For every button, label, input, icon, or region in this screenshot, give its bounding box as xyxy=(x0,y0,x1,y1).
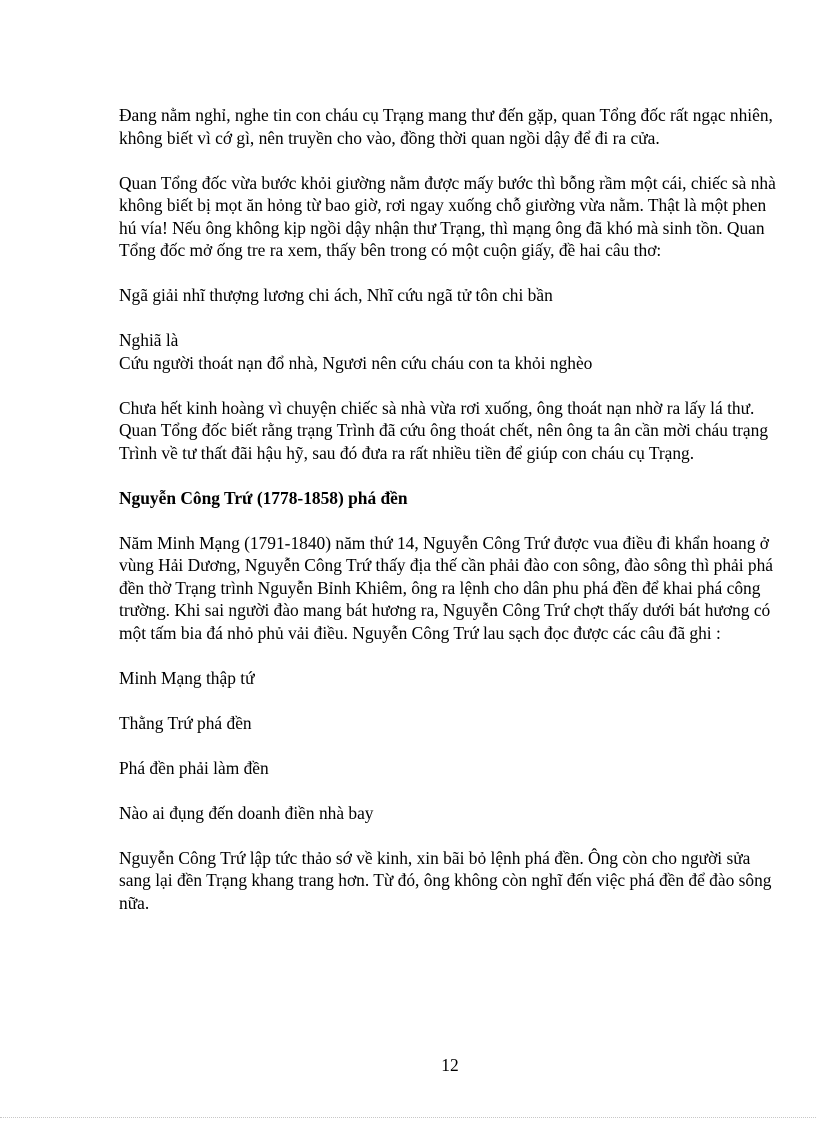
paragraph-beam-falls: Quan Tổng đốc vừa bước khỏi giường nằm được mấy bước thì bỗng rầm một cái, chiếc sà nhà không biết bị mọt ăn hỏng từ bao giờ, rơi ngay xuống chỗ giường vừa nằm. Thật là một phen hú vía! Nếu ông không kịp ngồi dậy nhận thư Trạng, thì mạng ông đã khó mà sinh tồn. Quan Tổng đốc mở ống tre ra xem, thấy bên trong có một cuộn giấy, đề hai câu thơ: xyxy=(119,172,776,260)
poem-translation-line: Cứu người thoát nạn đổ nhà, Ngươi nên cứu cháu con ta khỏi nghèo xyxy=(119,352,593,373)
paragraph-minh-mang: Năm Minh Mạng (1791-1840) năm thứ 14, Nguyễn Công Trứ được vua điều đi khẩn hoang ở vùng Hải Dương, Nguyễn Công Trứ thấy địa thế cần phải đào con sông, đào sông thì phải phá đền thờ Trạng trình Nguyễn Bỉnh Khiêm, ông ra lệnh cho dân phu phá đền để khai phá công trường. Khi sai người đào mang bát hương ra, Nguyễn Công Trứ chợt thấy dưới bát hương có một tấm bia đá nhỏ phủ vải điều. Nguyễn Công Trứ lau sạch đọc được các câu đã ghi : xyxy=(119,532,774,643)
verse-line-2: Thằng Trứ phá đền xyxy=(119,712,252,733)
poem-original-line: Ngã giải nhĩ thượng lương chi ách, Nhĩ cứu ngã tử tôn chi bần xyxy=(119,285,553,305)
page-number: 12 xyxy=(441,1055,459,1075)
paragraph-governor-rewards: Chưa hết kinh hoàng vì chuyện chiếc sà nhà vừa rơi xuống, ông thoát nạn nhờ ra lấy lá thư. Quan Tổng đốc biết rằng trạng Trình đã cứu ông thoát chết, nên ông ta ân cần mời cháu trạng Trình về tư thất đãi hậu hỹ, sau đó đưa ra rất nhiều tiền để giúp con cháu cụ Trạng. xyxy=(119,397,769,463)
paragraph-governor-surprised: Đang nằm nghỉ, nghe tin con cháu cụ Trạng mang thư đến gặp, quan Tổng đốc rất ngạc nhiên, không biết vì cớ gì, nên truyền cho vào, đồng thời quan ngồi dậy để đi ra cửa. xyxy=(119,105,773,148)
meaning-label: Nghiã là xyxy=(119,330,179,350)
paragraph-cancel-order: Nguyễn Công Trứ lập tức thảo sớ về kinh, xin bãi bỏ lệnh phá đền. Ông còn cho người sửa sang lại đền Trạng khang trang hơn. Từ đó, ông không còn nghĩ đến việc phá đền để đào sông nữa. xyxy=(119,847,772,913)
verse-line-4: Nào ai đụng đến doanh điền nhà bay xyxy=(119,802,374,823)
verse-line-1: Minh Mạng thập tứ xyxy=(119,667,255,688)
page-bottom-edge xyxy=(0,1117,816,1118)
verse-line-3: Phá đền phải làm đền xyxy=(119,757,269,778)
section-heading: Nguyễn Công Trứ (1778-1858) phá đền xyxy=(119,487,408,508)
document-body xyxy=(119,104,781,937)
